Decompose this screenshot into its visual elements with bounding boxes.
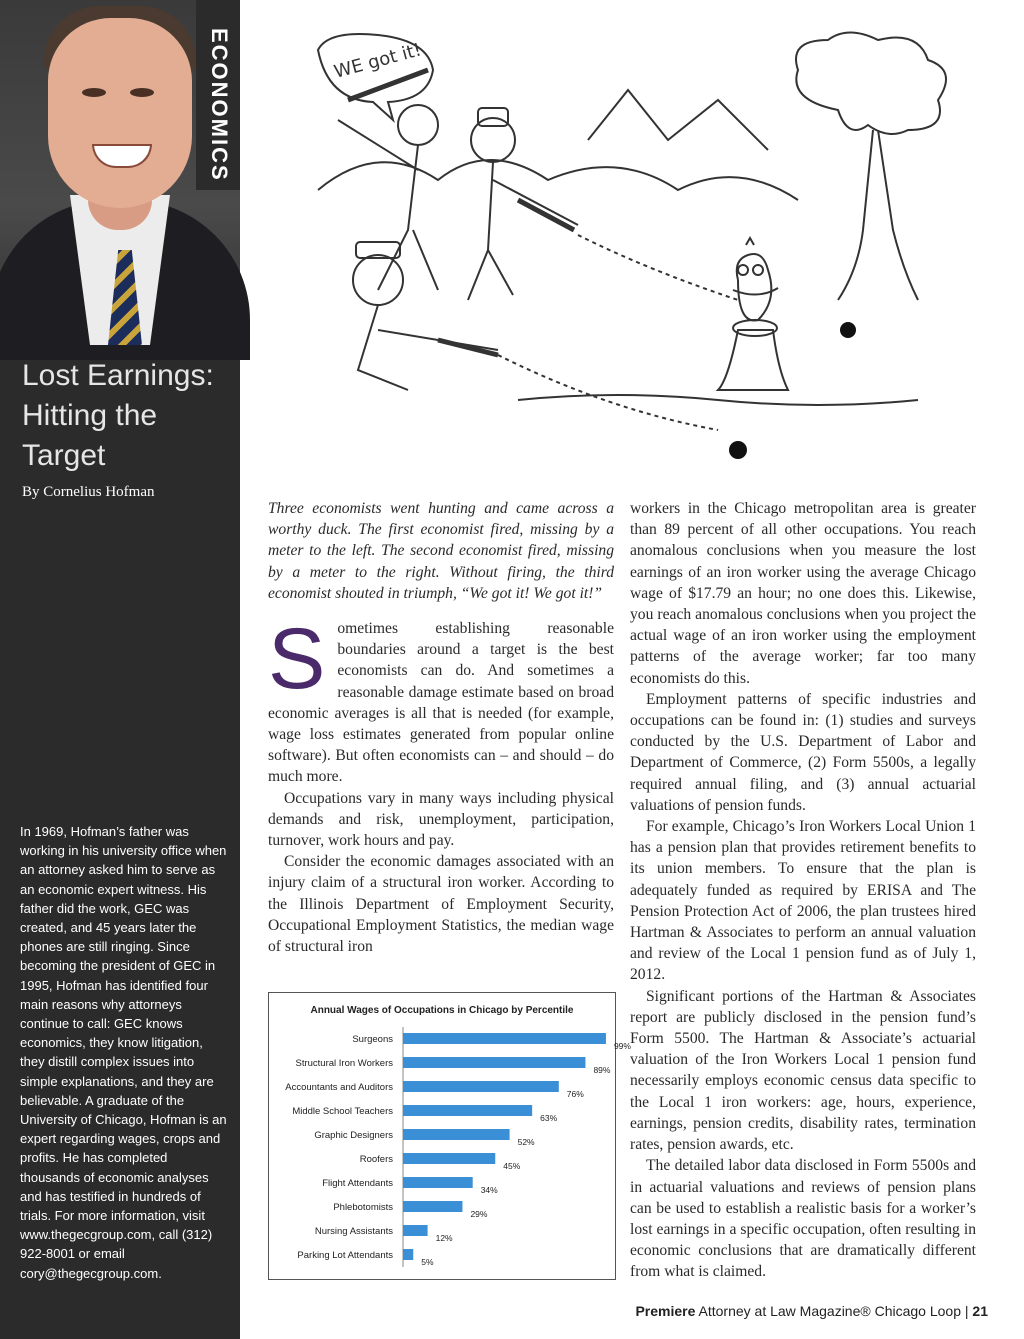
chart-category-label: Phlebotomists [333, 1202, 393, 1213]
page-footer [635, 1303, 988, 1319]
author-bio: In 1969, Hofman’s father was working in his university office when an attorney asked him to serve as an economic expert witness. His father did the work, GEC was created, and 45 years later the phones are still ringing. Since becoming the president of GEC in 1995, Hofman has identified four main reasons why attorneys continue to call: GEC knows economics, they know litigation, they distill complex issues into simple explanations, and they are believable. A graduate of the University of Chicago, Hofman is an expert regarding wages, crops and profits. He has completed thousands of economic analyses and has testified in hundreds of trials. For more information, visit www.thegecgroup.com, call (312) 922-8001 or email cory@thegecgroup.com. [20, 824, 227, 1281]
paragraph: Occupations vary in many ways including physical demands and risk, unemployment, participation, turnover, work hours and pay. [268, 789, 614, 850]
chart-category-label: Accountants and Auditors [285, 1082, 393, 1093]
chart-value-label: 29% [470, 1209, 488, 1219]
chart-bar [403, 1225, 428, 1236]
page-number: 21 [972, 1303, 988, 1319]
footer-publication: Attorney at Law Magazine® Chicago Loop [698, 1303, 961, 1319]
chart-bar [403, 1057, 585, 1068]
chart-bar [403, 1153, 495, 1164]
chart-title: Annual Wages of Occupations in Chicago by Percentile [310, 1005, 574, 1016]
drop-cap: S [268, 611, 326, 708]
chart-bar [403, 1201, 462, 1212]
paragraph: For example, Chicago’s Iron Workers Local Union 1 has a pension plan that provides retirement benefits to its union members. To ensure that the plan is adequately funded as required by ERISA and The Pension Protection Act of 2006, the plan trustees hired Hartman & Associates to perform an annual valuation and review of the Local 1 pension fund as of July 1, 2012. [630, 818, 976, 984]
chart-category-label: Graphic Designers [314, 1130, 393, 1141]
chart-category-label: Structural Iron Workers [295, 1058, 393, 1069]
chart-bar [403, 1177, 473, 1188]
chart-bar [403, 1081, 559, 1092]
paragraph: Consider the economic damages associated with an injury claim of a structural iron worker. According to the Illinois Department of Employment Security, Occupational Employment Statistics, the median wage of structural iron [268, 853, 614, 956]
chart-value-label: 89% [593, 1065, 611, 1075]
chart-bar [403, 1033, 606, 1044]
paragraph: Employment patterns of specific industries and occupations can be found in: (1) studies and surveys conducted by the U.S. Department of Labor and Department of Commerce, (2) Form 5500s, a legally required annual filing, and (3) annual actuarial valuations of pension funds. [630, 690, 976, 814]
author-sidebar [0, 0, 240, 1339]
chart-category-label: Roofers [359, 1154, 393, 1165]
opening-paragraph [268, 611, 614, 788]
chart-plot [269, 993, 631, 1279]
chart-value-label: 12% [435, 1233, 453, 1243]
chart-value-label: 99% [613, 1041, 631, 1051]
chart-category-label: Surgeons [352, 1034, 393, 1045]
chart-category-label: Flight Attendants [322, 1178, 393, 1189]
chart-category-label: Parking Lot Attendants [297, 1250, 393, 1261]
article-column-2 [630, 498, 976, 1283]
article-byline: By Cornelius Hofman [22, 484, 155, 500]
article-column-1 [268, 498, 614, 957]
speech-bubble-text: WE got it! [331, 39, 424, 83]
chart-category-label: Nursing Assistants [314, 1226, 393, 1237]
chart-value-label: 5% [421, 1257, 434, 1267]
hunting-cartoon-illustration [318, 30, 982, 486]
footer-brand: Premiere [635, 1303, 696, 1319]
chart-category-label: Middle School Teachers [292, 1106, 393, 1117]
intro-quote: Three economists went hunting and came across a worthy duck. The first economist fired, missing by a meter to the left. The second economist fired, missing by a meter to the right. Without firing, the third economist shouted in triumph, “We got it! We got it!” [268, 500, 614, 602]
section-tab [196, 0, 240, 190]
opening-paragraph-text: ometimes establishing reasonable boundaries around a target is the best economists can do. And sometimes a reasonable damage estimate based on broad economic averages is all that is needed (for example, wage loss estimates generated from popular online software). But often economists can – and should – do much more. [268, 620, 614, 786]
paragraph: Significant portions of the Hartman & Associates report are publicly disclosed in the pension fund’s Form 5500. The Hartman & Associate’s actuarial valuation of the Iron Workers Local 1 pension fund necessarily employs economic census data specific to the Local 1 iron workers: age, hours, experience, earnings, pension credits, disability rates, termination rates, pension awards, etc. [630, 987, 976, 1154]
chart-value-label: 34% [480, 1185, 498, 1195]
article-title: Lost Earnings: Hitting the Target [22, 359, 214, 472]
chart-bar [403, 1129, 510, 1140]
wage-percentile-chart [268, 992, 631, 1280]
paragraph: The detailed labor data disclosed in Form 5500s and in actuarial valuations and reviews of pension plans can be used to establish a realistic basis for a worker’s lost earnings in a specific occupation, often resulting in economic conclusions that are dramatically different from what is claimed. [630, 1157, 976, 1281]
chart-value-label: 45% [503, 1161, 521, 1171]
footer-separator: | [964, 1303, 969, 1319]
section-tab-label: ECONOMICS [207, 28, 232, 182]
cartoon-drawing [318, 30, 982, 486]
chart-value-label: 76% [566, 1089, 584, 1099]
chart-value-label: 52% [517, 1137, 535, 1147]
paragraph: workers in the Chicago metropolitan area is greater than 89 percent of all other occupations. You reach anomalous conclusions when you measure the lost earnings of an iron worker using the average Chicago wage of $17.79 an hour; no one does this. Likewise, you reach anomalous conclusions when you project the actual wage of an iron worker using the employment patterns of the average worker; far too many economists do this. [630, 500, 976, 687]
chart-bar [403, 1105, 532, 1116]
chart-bar [403, 1249, 413, 1260]
chart-value-label: 63% [540, 1113, 558, 1123]
